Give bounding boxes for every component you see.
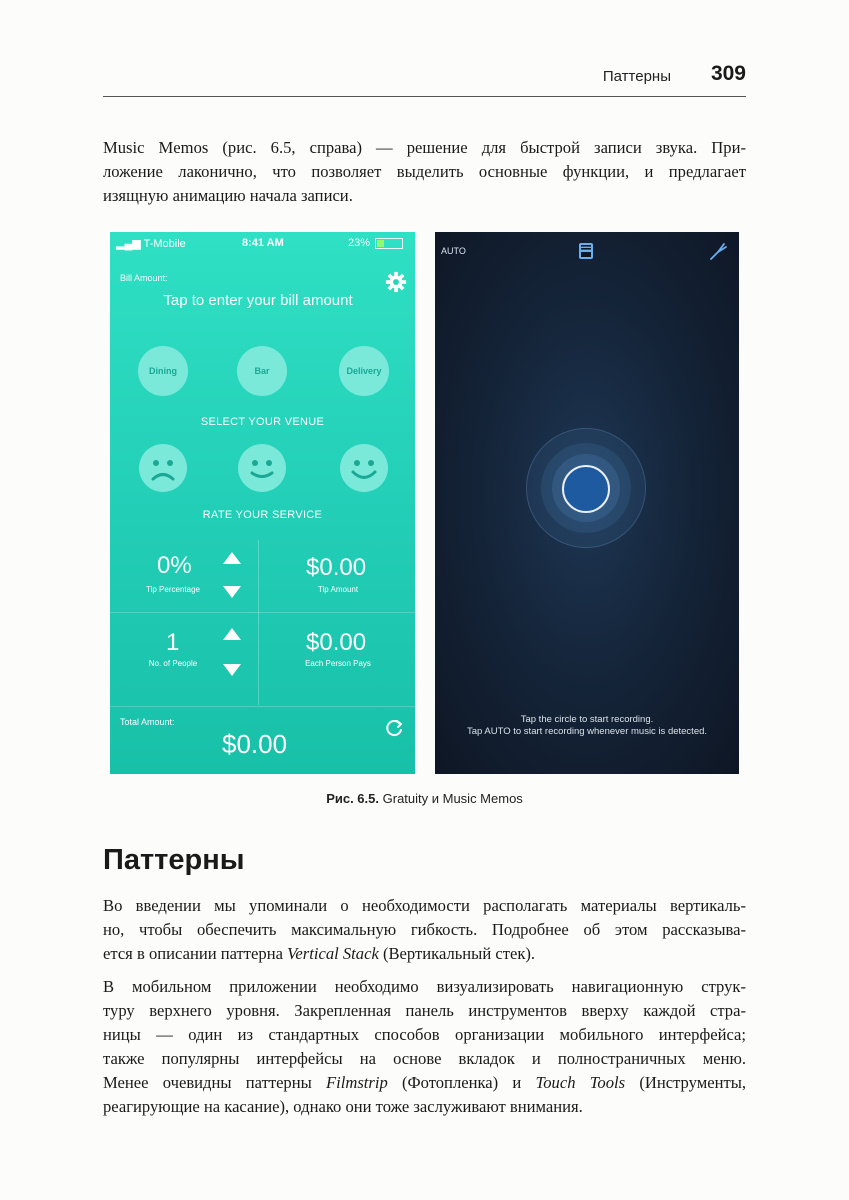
status-battery-percent: 23% [348, 237, 371, 249]
music-memos-screenshot [435, 232, 739, 774]
total-amount-label: Total Amount: [120, 717, 175, 727]
venue-bar-button[interactable]: Bar [237, 346, 287, 396]
recording-hint-line: Tap AUTO to start recording whenever music is detected. [466, 726, 708, 737]
text-run: Менее очевидны паттерны [103, 1073, 326, 1092]
tip-amount-label: Tip Amount [317, 585, 359, 594]
tip-percentage-label: Tip Percentage [146, 585, 200, 594]
happy-face-icon[interactable] [237, 443, 287, 493]
sad-face-icon[interactable] [138, 443, 188, 493]
tip-increase-icon[interactable] [223, 552, 241, 564]
text-line: но, чтобы обеспечить максимальную гибкость. Подробнее об этом рассказыва- [103, 920, 746, 939]
text-line: В мобильном приложении необходимо визуализировать навигационную струк- [103, 977, 746, 996]
tip-decrease-icon[interactable] [223, 586, 241, 598]
figure-caption [0, 791, 849, 806]
rate-service-label: RATE YOUR SERVICE [202, 509, 323, 521]
venue-dining-button[interactable]: Dining [138, 346, 188, 396]
people-count-label: No. of People [148, 659, 198, 668]
text-line: также популярны интерфейсы на основе вкладок и полностраничных меню. [103, 1049, 746, 1068]
gear-icon[interactable] [385, 271, 407, 293]
pattern-name: Touch Tools [535, 1073, 626, 1092]
select-venue-label: SELECT YOUR VENUE [200, 416, 325, 428]
body-paragraph [103, 894, 746, 966]
header-rule [103, 96, 746, 97]
pattern-name: Filmstrip [326, 1073, 388, 1092]
people-increase-icon[interactable] [223, 628, 241, 640]
text-run: (Вертикальный стек). [378, 944, 536, 963]
each-person-value: $0.00 [306, 629, 367, 656]
auto-button[interactable]: AUTO [441, 246, 466, 256]
status-time: 8:41 AM [242, 237, 284, 249]
text-run: (Фотопленка) и [387, 1073, 536, 1092]
grid-divider [110, 612, 415, 613]
figure-caption-text: Gratuity и Music Memos [382, 791, 523, 806]
text-line: реагирующие на касание), однако они тоже заслуживают внимания. [103, 1097, 583, 1116]
each-person-label: Each Person Pays [305, 659, 371, 668]
tip-percentage-value: 0% [157, 552, 192, 579]
text-line: изящную анимацию начала записи. [103, 186, 353, 205]
section-heading: Паттерны [103, 844, 245, 876]
text-line: ницы — один из стандартных способов организации мобильного интерфейса; [103, 1025, 746, 1044]
text-run: ется в описании паттерна [103, 944, 288, 963]
text-line [103, 1071, 746, 1095]
page-number: 309 [710, 62, 746, 85]
figure-caption-prefix: Рис. 6.5. [326, 791, 379, 806]
very-happy-face-icon[interactable] [339, 443, 389, 493]
refresh-icon[interactable] [384, 718, 404, 738]
text-line: туру верхнего уровня. Закрепленная панель инструментов вверху каждой стра- [103, 1001, 746, 1020]
people-count-value: 1 [166, 629, 180, 656]
running-header-title: Паттерны [602, 68, 671, 85]
grid-divider [258, 540, 259, 705]
recording-hint-line: Tap the circle to start recording. [520, 714, 654, 725]
battery-icon [375, 238, 403, 249]
text-line: ложение лаконично, что позволяет выделить основные функции, и предлагает [103, 162, 746, 181]
text-line: Во введении мы упоминали о необходимости располагать материалы вертикаль- [103, 896, 746, 915]
inbox-tray-icon[interactable] [576, 241, 596, 261]
text-line: Music Memos (рис. 6.5, справа) — решение для быстрой записи звука. При- [103, 138, 746, 157]
text-line [103, 942, 746, 966]
total-amount-value: $0.00 [222, 729, 288, 759]
gratuity-screenshot [110, 232, 415, 774]
people-decrease-icon[interactable] [223, 664, 241, 676]
bill-amount-label: Bill Amount: [120, 273, 168, 283]
tuning-fork-icon[interactable] [708, 241, 728, 261]
record-button[interactable] [562, 465, 610, 513]
grid-divider [110, 706, 415, 707]
venue-delivery-button[interactable]: Delivery [339, 346, 389, 396]
bill-amount-input[interactable]: Tap to enter your bill amount [163, 292, 353, 309]
signal-icon: ▂▄▆ [116, 238, 144, 250]
intro-paragraph [103, 136, 746, 208]
text-run: (Инструменты, [625, 1073, 747, 1092]
body-paragraph [103, 975, 746, 1119]
status-carrier: ▂▄▆ T-Mobile [116, 238, 186, 250]
tip-amount-value: $0.00 [306, 554, 367, 581]
pattern-name: Vertical Stack [287, 944, 379, 963]
